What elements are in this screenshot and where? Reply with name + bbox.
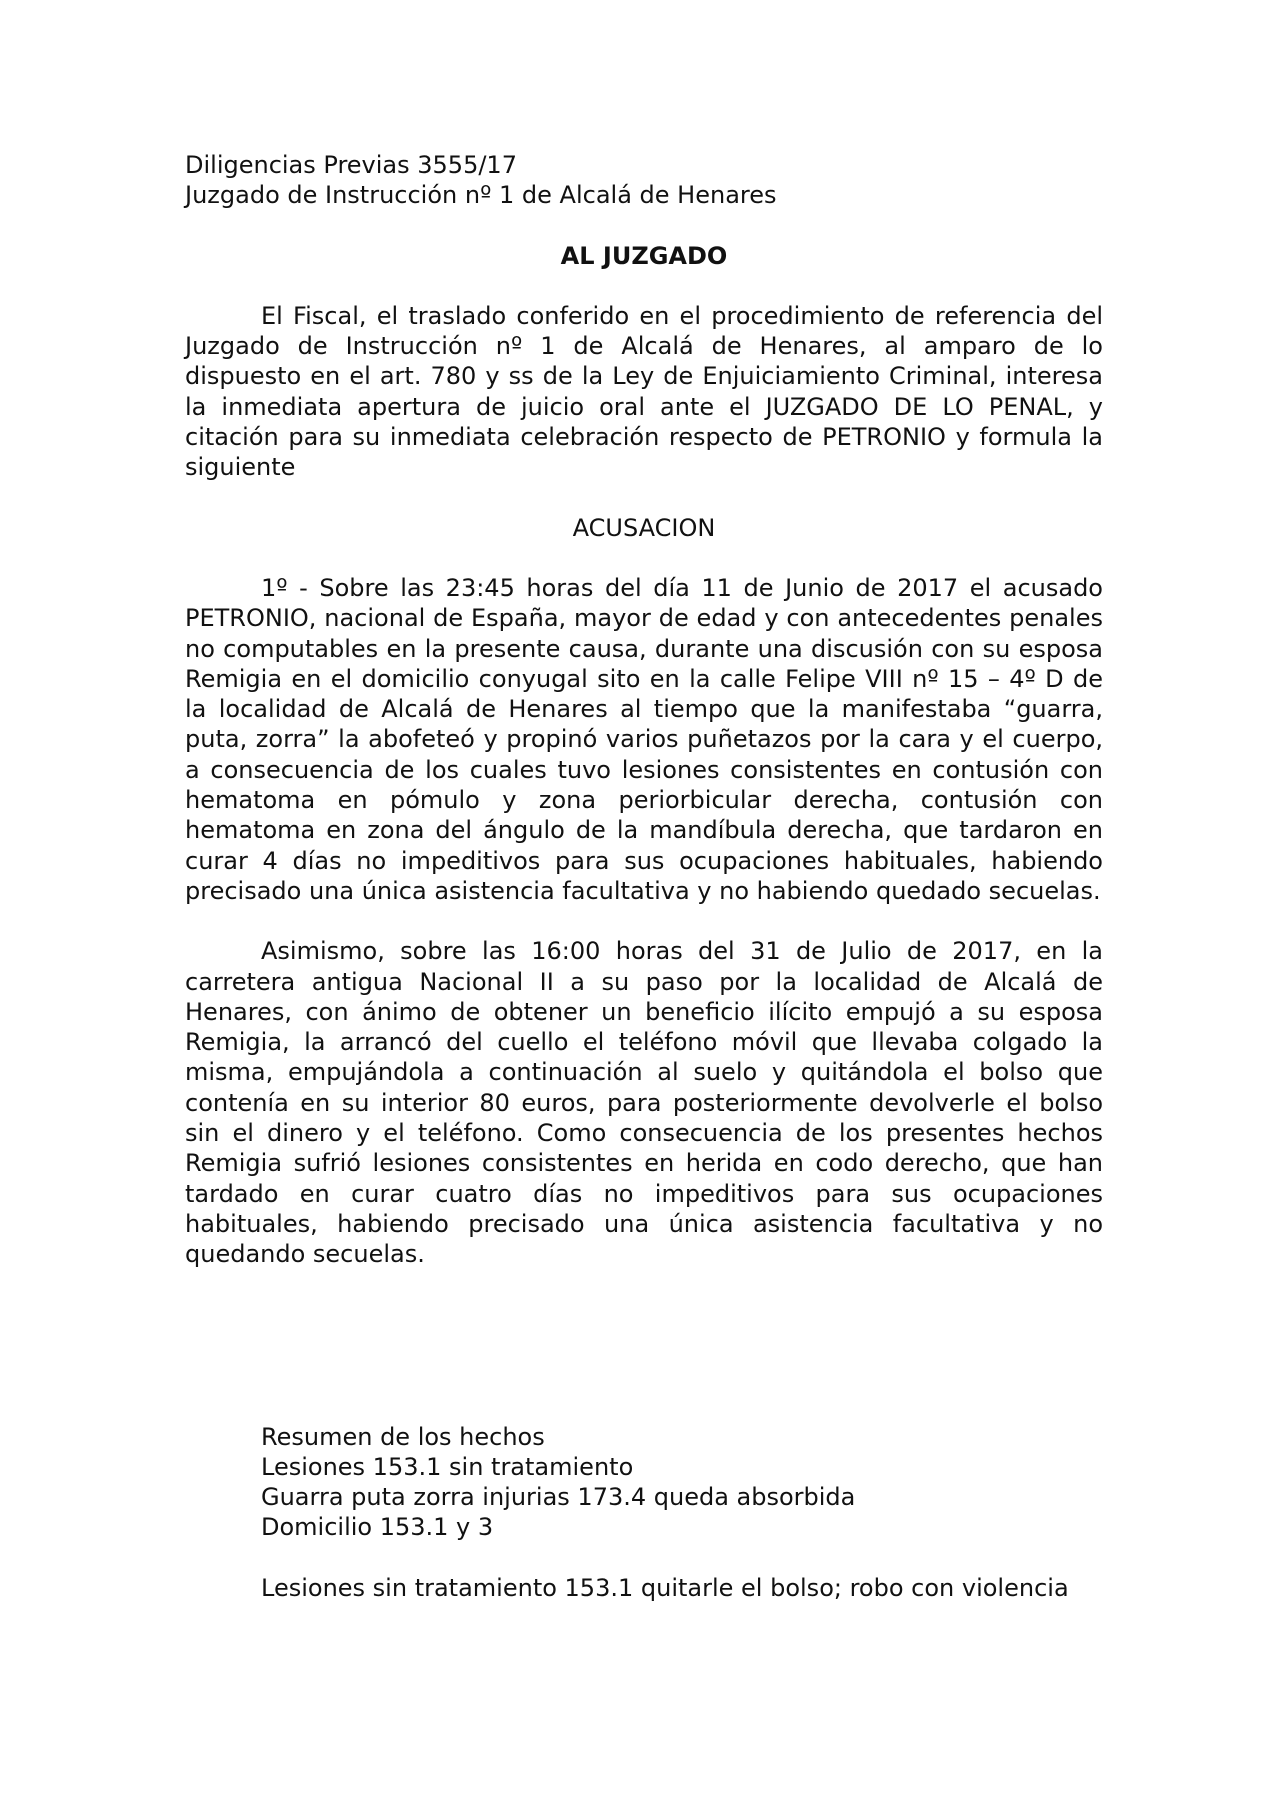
summary-line: Lesiones 153.1 sin tratamiento <box>261 1452 634 1481</box>
document-page <box>185 150 1103 1603</box>
spacer <box>185 483 1103 513</box>
summary-line: Domicilio 153.1 y 3 <box>261 1513 494 1542</box>
summary-block <box>185 1422 1103 1543</box>
case-reference: Diligencias Previas 3555/17 <box>185 151 517 179</box>
court-name: Juzgado de Instrucción nº 1 de Alcalá de Henares <box>185 181 777 210</box>
summary-final-paragraph: Lesiones sin tratamiento 153.1 quitarle el bolso; robo con violencia <box>261 1573 1069 1602</box>
intro-paragraph: El Fiscal, el traslado conferido en el procedimiento de referencia del Juzgado de Instrucción nº 1 de Alcalá de Henares, al amparo de lo dispuesto en el art. 780 y ss de la Ley de Enjuiciamiento Criminal, interesa la inmediata apertura de juicio oral ante el JUZGADO DE LO PENAL, y citación para su inmediata celebración respecto de PETRONIO y formula la siguiente <box>185 301 1103 482</box>
spacer <box>185 1543 1103 1573</box>
facts-paragraph-1: 1º - Sobre las 23:45 horas del día 11 de Junio de 2017 el acusado PETRONIO, nacional de España, mayor de edad y con antecedentes penales no computables en la presente causa, durante una discusión con su esposa Remigia en el domicilio conyugal sito en la calle Felipe VIII nº 15 – 4º D de la localidad de Alcalá de Henares al tiempo que la manifestaba “guarra, puta, zorra” la abofeteó y propinó varios puñetazos por la cara y el cuerpo, a consecuencia de los cuales tuvo lesiones consistentes en contusión con hematoma en pómulo y zona periorbicular derecha, contusión con hematoma en zona del ángulo de la mandíbula derecha, que tardaron en curar 4 días no impeditivos para sus ocupaciones habituales, habiendo precisado una única asistencia facultativa y no habiendo quedado secuelas. <box>185 573 1103 905</box>
spacer <box>185 906 1103 936</box>
spacer <box>185 211 1103 241</box>
summary-line: Resumen de los hechos <box>261 1422 545 1451</box>
summary-line: Guarra puta zorra injurias 173.4 queda absorbida <box>261 1483 856 1512</box>
document-title: AL JUZGADO <box>560 241 728 270</box>
spacer <box>185 271 1103 301</box>
spacer <box>185 543 1103 573</box>
section-title: ACUSACION <box>572 513 716 542</box>
spacer <box>185 1270 1103 1422</box>
facts-paragraph-2: Asimismo, sobre las 16:00 horas del 31 de Julio de 2017, en la carretera antigua Nacional II a su paso por la localidad de Alcalá de Henares, con ánimo de obtener un beneficio ilícito empujó a su esposa Remigia, la arrancó del cuello el teléfono móvil que llevaba colgado la misma, empujándola a continuación al suelo y quitándola el bolso que contenía en su interior 80 euros, para posteriormente devolverle el bolso sin el dinero y el teléfono. Como consecuencia de los presentes hechos Remigia sufrió lesiones consistentes en herida en codo derecho, que han tardado en curar cuatro días no impeditivos para sus ocupaciones habituales, habiendo precisado una única asistencia facultativa y no quedando secuelas. <box>185 937 1103 1269</box>
